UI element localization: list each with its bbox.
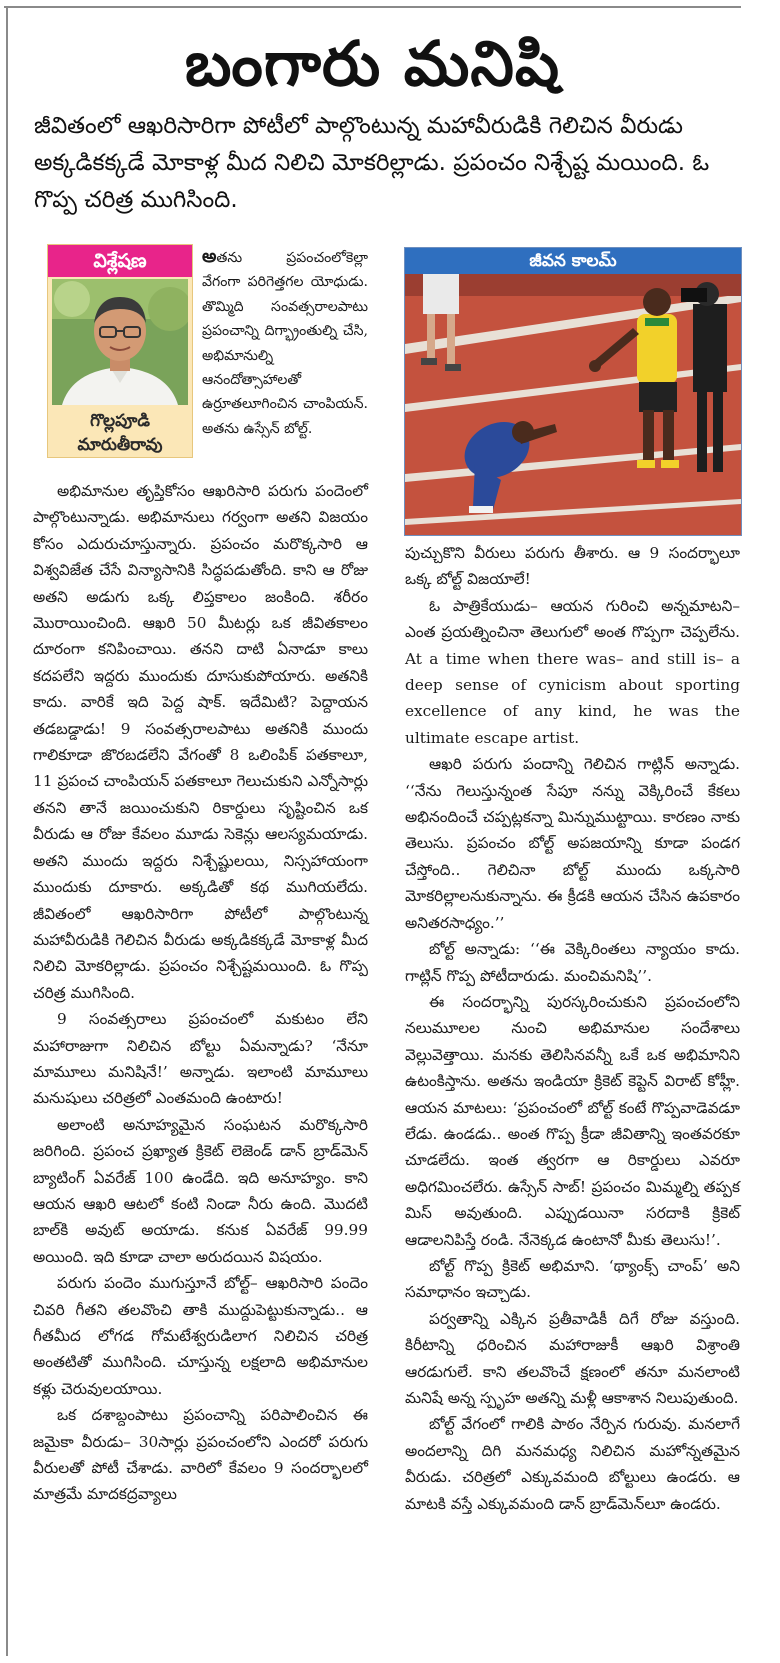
photo-tag: జీవన కాలమ్ <box>405 248 741 274</box>
left-paragraph-5: ఒక దశాబ్దంపాటు ప్రపంచాన్ని పరిపాలించిన ఈ జమైకా వీరుడు– 30సార్లు ప్రపంచంలోని ఎందరో పరుగు వీరులతో పోటీ చేశాడు. వారిలో కేవలం 9 సందర్భాలలో మాత్రమే మాదకద్రవ్యాలు <box>33 1406 368 1504</box>
right-paragraph-4: బోల్ట్‌ అన్నాడు: ‘‘ఈ వెక్కిరింతలు న్యాయం కాదు. గాట్లిన్‌ గొప్ప పోటీదారుడు. మంచిమనిషి’’. <box>405 940 740 985</box>
dropcap: అ <box>202 246 217 267</box>
author-portrait <box>52 279 188 405</box>
right-paragraph-7: పర్వతాన్ని ఎక్కిన ప్రతీవాడికీ దిగే రోజు వస్తుంది. కిరీటాన్ని ధరించిన మహారాజుకీ ఆఖరి విశ్రాంతి ఆరడుగులే. కాని తలవొంచే క్షణంలో తనూ మనలాంటి మనిషే అన్న స్పృహ అతన్ని మళ్లీ ఆకాశాన నిలుపుతుంది. <box>405 1309 740 1407</box>
right-paragraph-1: పుచ్చుకొని వీరులు పరుగు తీశారు. ఆ 9 సందర్భాలూ ఒక్క బోల్ట్‌ విజయాలే! <box>405 544 740 589</box>
column-tag: విశ్లేషణ <box>48 245 192 277</box>
lead-paragraph <box>202 245 368 441</box>
right-paragraph-2: ఓ పాత్రికేయుడు– ఆయన గురించి అన్నమాటని– ఎంత ప్రయత్నించినా తెలుగులో అంత గొప్పగా చెప్పలేను. At a time when there was– and still is– a deep sense of cynicism about sporting excellence of any kind, he was the ultimate escape artist. <box>405 596 740 747</box>
standfirst: జీవితంలో ఆఖరిసారిగా పోటీలో పాల్గొంటున్న మహావీరుడికి గెలిచిన వీరుడు అక్కడికక్కడే మోకాళ్ల మీద నిలిచి మోకరిల్లాడు. ప్రపంచం నిశ్చేష్ట మయింది. ఓ గొప్ప చరిత్ర ముగిసింది. <box>34 113 710 213</box>
author-portrait-illustration <box>52 279 188 405</box>
right-paragraph-3: ఆఖరి పరుగు పందాన్ని గెలిచిన గాట్లిన్‌ అన్నాడు. ‘‘నేను గెలుస్తున్నంత సేపూ నన్ను వెక్కిరించే కేకలు అభినందించే చప్పట్లకన్నా మిన్నుముట్టాయి. కారణం నాకు తెలుసు. ప్రపంచం బోల్ట్‌ అపజయాన్ని కూడా పండగ చేస్తోంది.. గెలిచినా బోల్ట్‌ ముందు ఒక్కసారి మోకరిల్లాలనుకున్నాను. ఈ క్రీడకి ఆయన చేసిన ఉపకారం అనితరసాధ్యం.’’ <box>405 755 740 932</box>
author-name-line1: గొల్లపూడి <box>90 411 150 431</box>
right-paragraph-8: బోల్ట్‌ వేగంలో గాలికి పాఠం నేర్పిన గురువు. మనలాగే అందలాన్ని దిగి మనమధ్య నిలిచిన మహోన్నతమైన వీరుడు. చరిత్రలో ఎక్కువమంది బోల్టులు ఉండరు. ఆ మాటకి వస్తే ఎక్కువమంది డాన్‌ బ్రాడ్‌మెన్‌లూ ఉండరు. <box>405 1415 740 1513</box>
author-name-line2: మారుతీరావు <box>77 435 163 455</box>
left-paragraph-1: అభిమానుల తృప్తికోసం ఆఖరిసారి పరుగు పందెంలో పాల్గొంటున్నాడు. అభిమానులు గర్వంగా అతని విజయం కోసం ఎదురుచూస్తున్నారు. ప్రపంచం మరొక్కసారి ఆ విశ్వవిజేత చేసే విన్యాసానికి సిద్ధపడుతోంది. కాని ఆ రోజు అతని అడుగు ఒక్క లిప్తకాలం జంకింది. శరీరం మొరాయించింది. ఆఖరి 50 మీటర్లు ఒక జీవితకాలం దూరంగా కనిపించాయి. తనని దాటి ఏనాడూ కాలు కదపలేని ఇద్దరు ముందుకు దూసుకుపోయారు. అతనికి కాదు. వారికే ఇది పెద్ద షాక్‌. ఇదేమిటి? పెద్దాయన తడబడ్డాడు! 9 సంవత్సరాలపాటు అతనికి ముందు గాలికూడా జొరబడలేని వేగంతో 8 ఒలింపిక్‌ పతకాలూ, 11 ప్రపంచ చాంపియన్‌ పతకాలూ గెలుచుకుని ఎన్నోసార్లు తనని తానే జయించుకుని రికార్డులు సృష్టించిన ఒక వీరుడు ఆ రోజు కేవలం మూడు సెకెన్లు ఆలస్యమయాడు. అతని ముందు ఇద్దరు నిశ్చేష్టులయి, నిస్సహాయంగా ముందుకు దూకారు. అక్కడితో కథ ముగియలేదు. జీవితంలో ఆఖరిసారిగా పోటీలో పాల్గొంటున్న మహావీరుడికి గెలిచిన వీరుడు అక్కడికక్కడే మోకాళ్ల మీద నిలిచి మోకరిల్లాడు. ప్రపంచం నిశ్చేష్టమయింది. ఓ గొప్ప చరిత్ర ముగిసింది. <box>33 482 368 1002</box>
left-paragraph-4: పరుగు పందెం ముగుస్తూనే బోల్ట్‌– ఆఖరిసారి పందెం చివరి గీతని తలవొంచి తాకి ముద్దుపెట్టుకున్నాడు.. ఆ గీతమీద లోగడ గోమటేశ్వరుడిలాగ నిలిచిన చరిత్ర అంతటితో ముగిసింది. చూస్తున్న లక్షలాది అభిమానుల కళ్లు చెరువులయాయి. <box>33 1274 368 1398</box>
left-column <box>33 478 368 1508</box>
top-rule <box>4 6 741 8</box>
author-box <box>47 244 193 458</box>
author-name <box>48 409 192 457</box>
right-paragraph-6: బోల్ట్‌ గొప్ప క్రికెట్‌ అభిమాని. ‘థ్యాంక్స్‌ చాంప్‌’ అని సమాధానం ఇచ్చాడు. <box>405 1256 740 1302</box>
photo-box <box>404 247 742 536</box>
left-rule <box>6 6 8 1656</box>
race-photo <box>405 274 741 535</box>
headline: బంగారు మనిషి <box>184 27 561 100</box>
left-paragraph-2: 9 సంవత్సరాలు ప్రపంచంలో మకుటం లేని మహారాజుగా నిలిచిన బోల్టు ఏమన్నాడు? ‘నేనూ మామూలు మనిషినే!’ అన్నాడు. ఇలాంటి మామూలు మనుషులు చరిత్రలో ఎంతమంది ఉంటారు! <box>33 1010 368 1108</box>
race-photo-illustration <box>405 274 741 535</box>
lead-text: తను ప్రపంచంలోకెల్లా వేగంగా పరిగెత్తగల యోధుడు. తొమ్మిది సంవత్సరాలపాటు ప్రపంచాన్ని దిగ్భ్రాంతుల్ని చేసి, అభిమానుల్ని ఆనందోత్సాహాలతో ఉర్రూతలూగించిన చాంపియన్‌. అతను ఉస్సేన్‌ బోల్ట్‌. <box>202 250 368 437</box>
left-paragraph-3: అలాంటి అనూహ్యమైన సంఘటన మరొక్కసారి జరిగింది. ప్రపంచ ప్రఖ్యాత క్రికెట్‌ లెజెండ్‌ డాన్‌ బ్రాడ్‌మెన్‌ బ్యాటింగ్‌ ఏవరేజ్‌ 100 ఉండేది. ఇది అనూహ్యం. కాని ఆయన ఆఖరి ఆటలో కంటి నిండా నీరు ఉంది. మొదటి బాల్‌కి అవుట్‌ అయాడు. కనుక ఏవరేజ్‌ 99.99 అయింది. ఇది కూడా చాలా అరుదయిన విషయం. <box>33 1115 368 1266</box>
right-paragraph-5: ఈ సందర్భాన్ని పురస్కరించుకుని ప్రపంచంలోని నలుమూలల నుంచి అభిమానుల సందేశాలు వెల్లువెత్తాయి. మనకు తెలిసినవన్నీ ఒకే ఒక అభిమానిని ఉటంకిస్తాను. అతను ఇండియా క్రికెట్‌ కెప్టెన్‌ విరాట్‌ కోహ్లీ. ఆయన మాటలు: ‘ప్రపంచంలో బోల్ట్‌ కంటే గొప్పవాడెవడూ లేడు. ఉండడు.. అంత గొప్ప క్రీడా జీవితాన్ని ఇంతవరకూ చూడలేదు. ఇంత త్వరగా ఆ రికార్డులు ఎవరూ అధిగమించలేరు. ఉస్సేన్‌ సాబ్‌! ప్రపంచం మిమ్మల్ని తప్పక మిస్‌ అవుతుంది. ఎప్పుడయినా సరదాకి క్రికెట్‌ ఆడాలనిపిస్తే రండి. నేనెక్కడ ఉంటానో మీకు తెలుసు!’. <box>405 992 740 1249</box>
right-column <box>405 540 740 1517</box>
